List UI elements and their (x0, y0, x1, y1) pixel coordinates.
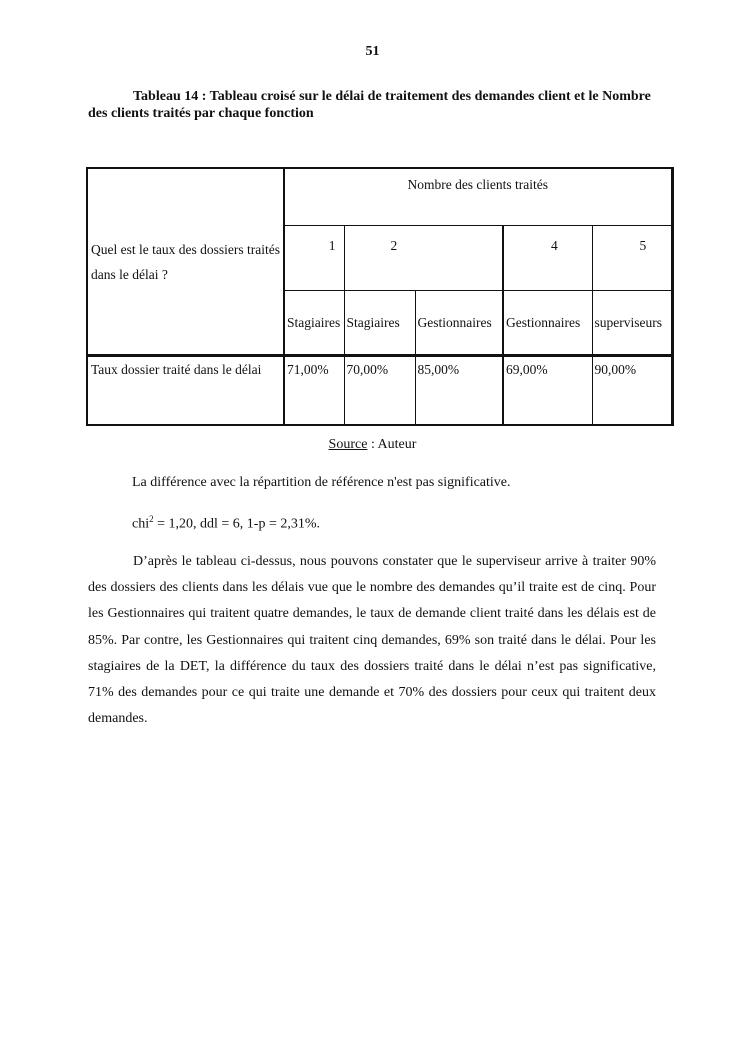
function-cell-5: superviseurs (592, 291, 672, 356)
value-cell-1: 71,00% (284, 356, 344, 426)
page-number: 51 (365, 44, 380, 59)
cross-table (86, 167, 674, 426)
function-cell-2: Stagiaires (344, 291, 415, 356)
source-line (0, 437, 745, 453)
function-cell-1: Stagiaires (284, 291, 344, 356)
number-cell-1: 1 (284, 226, 344, 291)
value-cell-5: 90,00% (592, 356, 672, 426)
group-header (284, 168, 672, 226)
function-cell-3: Gestionnaires (415, 291, 503, 356)
value-cell-2: 70,00% (344, 356, 415, 426)
value-cell-4: 69,00% (503, 356, 592, 426)
analysis-text: D’après le tableau ci-dessus, nous pouvons constater que le superviseur arrive à traiter 90% des dossiers des clients dans les délais vue que le nombre des demandes qu’il traite est de cinq. Pour les Gestionnaires qui traitent quatre demandes, le taux de demande client traité dans les délais est de 85%. Par contre, les Gestionnaires qui traitent cinq demandes, 69% son traité dans le délai. Pour les stagiaires de la DET, la différence du taux des dossiers traité dans le délai n’est pas significative, 71% des demandes pour ce qui traite une demande et 70% des dossiers pour ceux qui traitent deux demandes. (88, 554, 656, 727)
number-cell-5: 5 (592, 226, 672, 291)
source-value: : Auteur (367, 437, 417, 452)
question-cell (87, 168, 284, 356)
row-label-cell: Taux dossier traité dans le délai (87, 356, 284, 426)
table-title (88, 88, 658, 122)
chi-square-note: chi$^2$ = 1,20, ddl = 6, 1-p = 2,31%. (132, 514, 321, 532)
function-cell-4: Gestionnaires (503, 291, 592, 356)
group-header-label: Nombre des clients traités (407, 177, 549, 192)
question-label: Quel est le taux des dossiers traités dans le délai ? (91, 241, 280, 282)
table-title-text: Tableau 14 : Tableau croisé sur le délai de traitement des demandes client et le Nombre des clients traités par chaque fonction (88, 89, 651, 121)
value-cell-3: 85,00% (415, 356, 503, 426)
analysis-paragraph (88, 549, 656, 732)
significance-note: La différence avec la répartition de référence n'est pas significative. (132, 475, 511, 490)
number-cell-4: 4 (503, 226, 592, 291)
source-label: Source (328, 437, 368, 452)
number-cell-2: 2 (344, 226, 503, 291)
chi-exponent: 2 (149, 514, 154, 524)
